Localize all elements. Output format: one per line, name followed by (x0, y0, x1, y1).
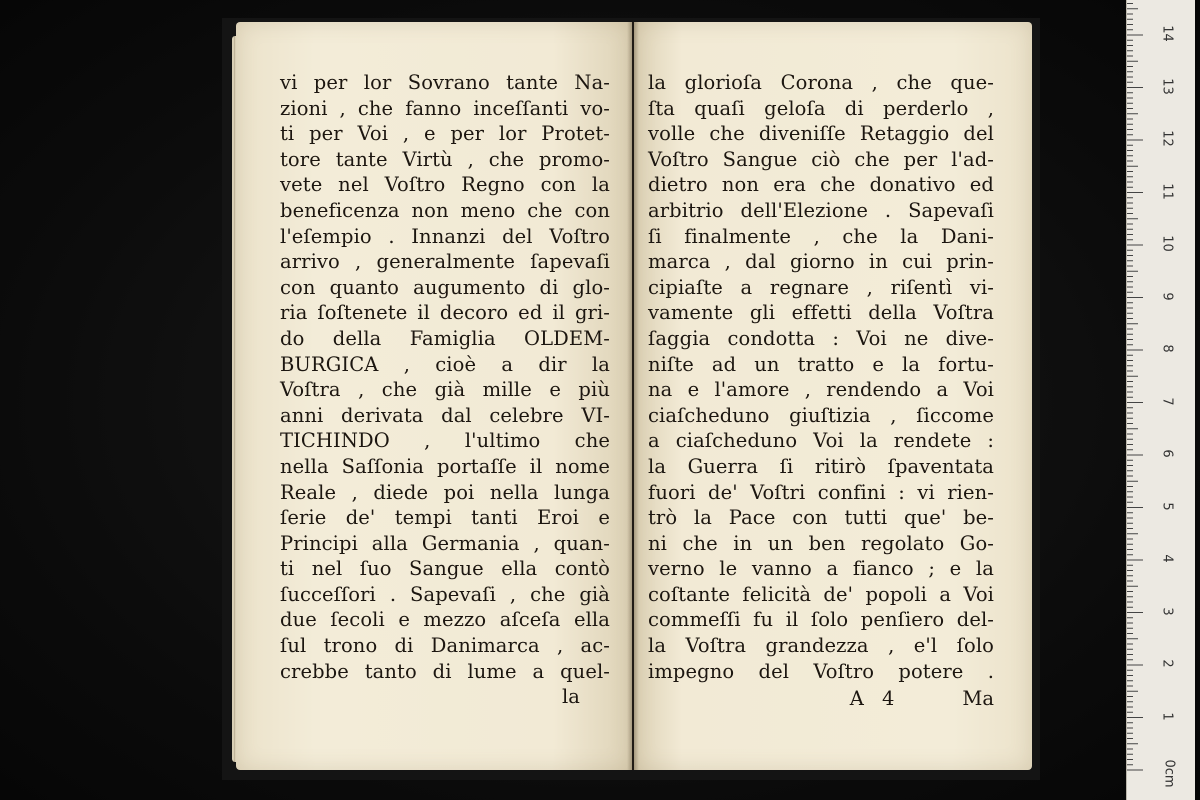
right-page-line: arbitrio dell'Elezione . Sapevaſi (648, 198, 994, 222)
ruler-number: 12 (1159, 130, 1175, 147)
book-gutter (627, 22, 639, 770)
ruler-number: 9 (1159, 291, 1175, 301)
right-page-line: verno le vanno a fianco ; e la (648, 557, 994, 581)
right-page-line: vamente gli effetti della Voſtra (648, 301, 994, 325)
right-page-line: niſte ad un tratto e la fortu- (648, 352, 994, 376)
left-page-line: Voſtra , che già mille e più (280, 378, 610, 402)
left-page-line: ſucceſſori . Sapevaſi , che già (280, 582, 610, 606)
left-page (236, 22, 632, 770)
right-page-line: marca , dal giorno in cui prin- (648, 250, 994, 274)
right-page-line: a ciaſcheduno Voi la rendete : (648, 429, 994, 453)
right-page-line: la Voſtra grandezza , e'l ſolo (648, 634, 994, 658)
right-page-line: Voſtro Sangue ciò che per l'ad- (648, 147, 994, 171)
left-page-line: tore tante Virtù , che promo- (280, 147, 610, 171)
left-page-line: do della Famiglia OLDEM- (280, 326, 610, 350)
ruler-unit-label: 0cm (1161, 759, 1177, 788)
left-page-line: vi per lor Sovrano tante Na- (280, 71, 610, 94)
left-page-line: Principi alla Germania , quan- (280, 531, 610, 555)
left-page-line: ſerie de' tempi tanti Eroi e (280, 506, 610, 530)
right-page-line: coſtante felicità de' popoli a Voi (648, 582, 994, 606)
left-page-line: due ſecoli e mezzo aſceſa ella (280, 608, 610, 632)
left-page-line: arrivo , generalmente ſapevaſi (280, 250, 610, 274)
right-page-line: commeſſi fu il ſolo penſiero del- (648, 608, 994, 632)
left-page-line: BURGICA , cioè a dir la (280, 352, 610, 376)
left-page-line: l'eſempio . Innanzi del Voſtro (280, 224, 610, 248)
left-page-line: ti nel ſuo Sangue ella contò (280, 557, 610, 581)
right-page-line: fuori de' Voſtri confini : vi rien- (648, 480, 994, 504)
right-page-line: ſaggia condotta : Voi ne dive- (648, 326, 994, 350)
right-page-line: ſta quaſi geloſa di perderlo , (648, 96, 994, 120)
measuring-ruler (1126, 0, 1195, 800)
left-page-line: crebbe tanto di lume a quel- (280, 659, 610, 683)
right-page-line: volle che diveniſſe Retaggio del (648, 122, 994, 146)
left-page-line: vete nel Voſtro Regno con la (280, 173, 610, 197)
ruler-number: 3 (1159, 606, 1175, 616)
left-page-line: Reale , diede poi nella lunga (280, 480, 610, 504)
ruler-number: 14 (1159, 25, 1175, 42)
left-page-line: ti per Voi , e per lor Protet- (280, 122, 610, 146)
ruler-number: 4 (1159, 554, 1175, 563)
left-page-line: la (561, 685, 580, 709)
left-page-line: zioni , che fanno inceſſanti vo- (280, 96, 610, 120)
ruler-number: 5 (1159, 501, 1175, 511)
right-page-line: ſi finalmente , che la Dani- (648, 224, 994, 248)
right-page-line: ciaſcheduno giuſtizia , ſiccome (648, 403, 994, 427)
right-page (634, 22, 1032, 770)
ruler-number: 2 (1159, 659, 1175, 668)
catchword: Ma (962, 687, 994, 710)
left-page-line: ria ſoſtenete il decoro ed il gri- (280, 301, 610, 325)
left-page-text (280, 70, 610, 710)
left-page-line: nella Saſſonia portaſſe il nome (280, 454, 610, 478)
right-page-line: la Guerra ſi ritirò ſpaventata (648, 454, 994, 478)
signature-mark: A 4 (849, 687, 901, 710)
ruler-number: 13 (1159, 77, 1175, 95)
ruler-number: 6 (1159, 449, 1175, 458)
right-page-line: cipiaſte a regnare , riſentì vi- (648, 275, 994, 299)
ruler-number: 7 (1159, 396, 1175, 406)
left-page-line: ſul trono di Danimarca , ac- (280, 634, 610, 658)
right-page-line: na e l'amore , rendendo a Voi (648, 378, 994, 402)
ruler-number: 10 (1159, 235, 1175, 252)
right-page-line: impegno del Voſtro potere . (648, 659, 994, 683)
ruler-number: 11 (1159, 182, 1175, 200)
left-page-line: beneficenza non meno che con (280, 198, 610, 222)
left-page-line: con quanto augumento di glo- (280, 275, 610, 299)
left-page-line: anni derivata dal celebre VI- (280, 403, 610, 427)
page-footer (648, 686, 994, 712)
ruler-number: 1 (1159, 711, 1175, 721)
right-page-line: la glorioſa Corona , che que- (648, 71, 994, 94)
right-page-line: trò la Pace con tutti que' be- (648, 506, 994, 530)
right-page-line: ni che in un ben regolato Go- (648, 531, 994, 555)
ruler-number: 8 (1159, 344, 1175, 353)
right-page-text (648, 70, 994, 684)
right-page-line: dietro non era che donativo ed (648, 173, 994, 197)
left-page-line: TICHINDO , l'ultimo che (280, 429, 610, 453)
